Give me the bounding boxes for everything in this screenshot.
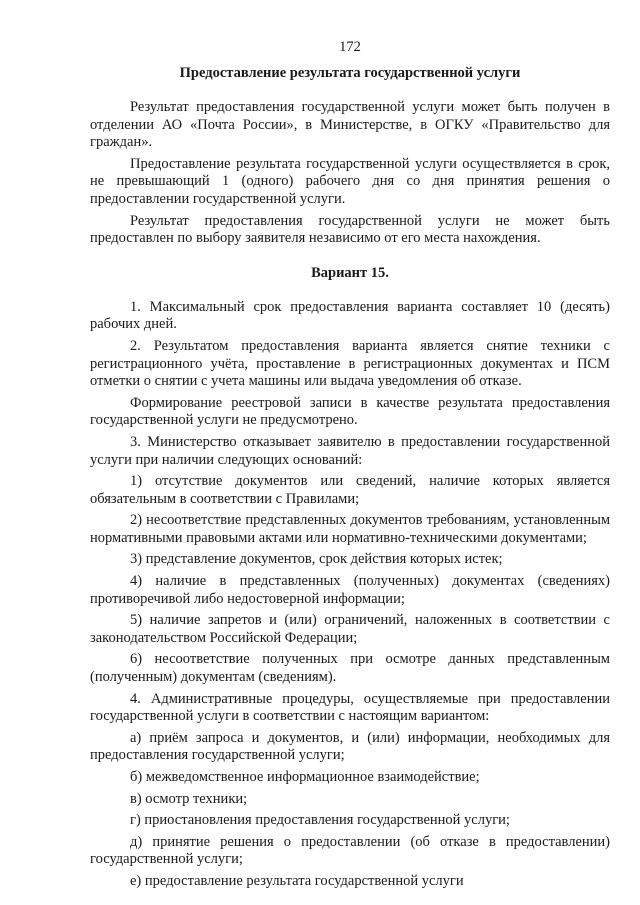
list-item: 1) отсутствие документов или сведений, наличие которых является обязательным в соответствии с Правилами; [90,473,610,507]
paragraph: Формирование реестровой записи в качестве результата предоставления государственной услуги не предусмотрено. [90,394,610,429]
list-item: 5) наличие запретов и (или) ограничений, наложенных в соответствии с законодательством Российской Федерации; [90,612,610,646]
paragraph: Результат предоставления государственной услуги может быть получен в отделении АО «Почта России», в Министерстве, в ОГКУ «Правительство для граждан». [90,99,610,151]
variant-body [90,299,610,891]
list-item: д) принятие решения о предоставлении (об отказе в предоставлении) государственной услуги; [90,833,610,868]
paragraph: 3. Министерство отказывает заявителю в предоставлении государственной услуги при наличии следующих оснований: [90,433,610,468]
paragraph: 1. Максимальный срок предоставления варианта составляет 10 (десять) рабочих дней. [90,298,610,333]
list-item: 4) наличие в представленных (полученных) документах (сведениях) противоречивой либо недостоверной информации; [90,573,610,607]
list-item: а) приём запроса и документов, и (или) информации, необходимых для предоставления государственной услуги; [90,729,610,764]
paragraph: Предоставление результата государственной услуги осуществляется в срок, не превышающий 1 (одного) рабочего дня со дня принятия решения о предоставлении государственной услуги. [90,155,610,207]
variant-title: Вариант 15. [311,264,389,281]
list-item: е) предоставление результата государственной услуги [130,872,464,889]
list-item: 2) несоответствие представленных документов требованиям, установленным нормативными правовыми актами или нормативно-техническими документами; [90,512,610,546]
list-item: в) осмотр техники; [130,790,248,807]
paragraph: 4. Административные процедуры, осуществляемые при предоставлении государственной услуги в соответствии с настоящим вариантом: [90,690,610,725]
page-number: 172 [339,39,361,55]
section-body [90,99,610,248]
list-item: г) приостановления предоставления государственной услуги; [130,812,510,829]
paragraph: Результат предоставления государственной услуги не может быть предоставлен по выбору заявителя независимо от его места нахождения. [90,212,610,247]
list-item: б) межведомственное информационное взаимодействие; [130,769,480,785]
list-item: 6) несоответствие полученных при осмотре данных представленным (полученным) документам (сведениям). [90,651,610,686]
section-title: Предоставление результата государственной услуги [179,65,521,81]
paragraph: 2. Результатом предоставления варианта является снятие техники с регистрационного учёта, проставление в регистрационных документах и ПСМ отметки о снятии с учета машины или выдача уведомления об отказе. [90,337,610,390]
list-item: 3) представление документов, срок действия которых истек; [130,551,503,568]
